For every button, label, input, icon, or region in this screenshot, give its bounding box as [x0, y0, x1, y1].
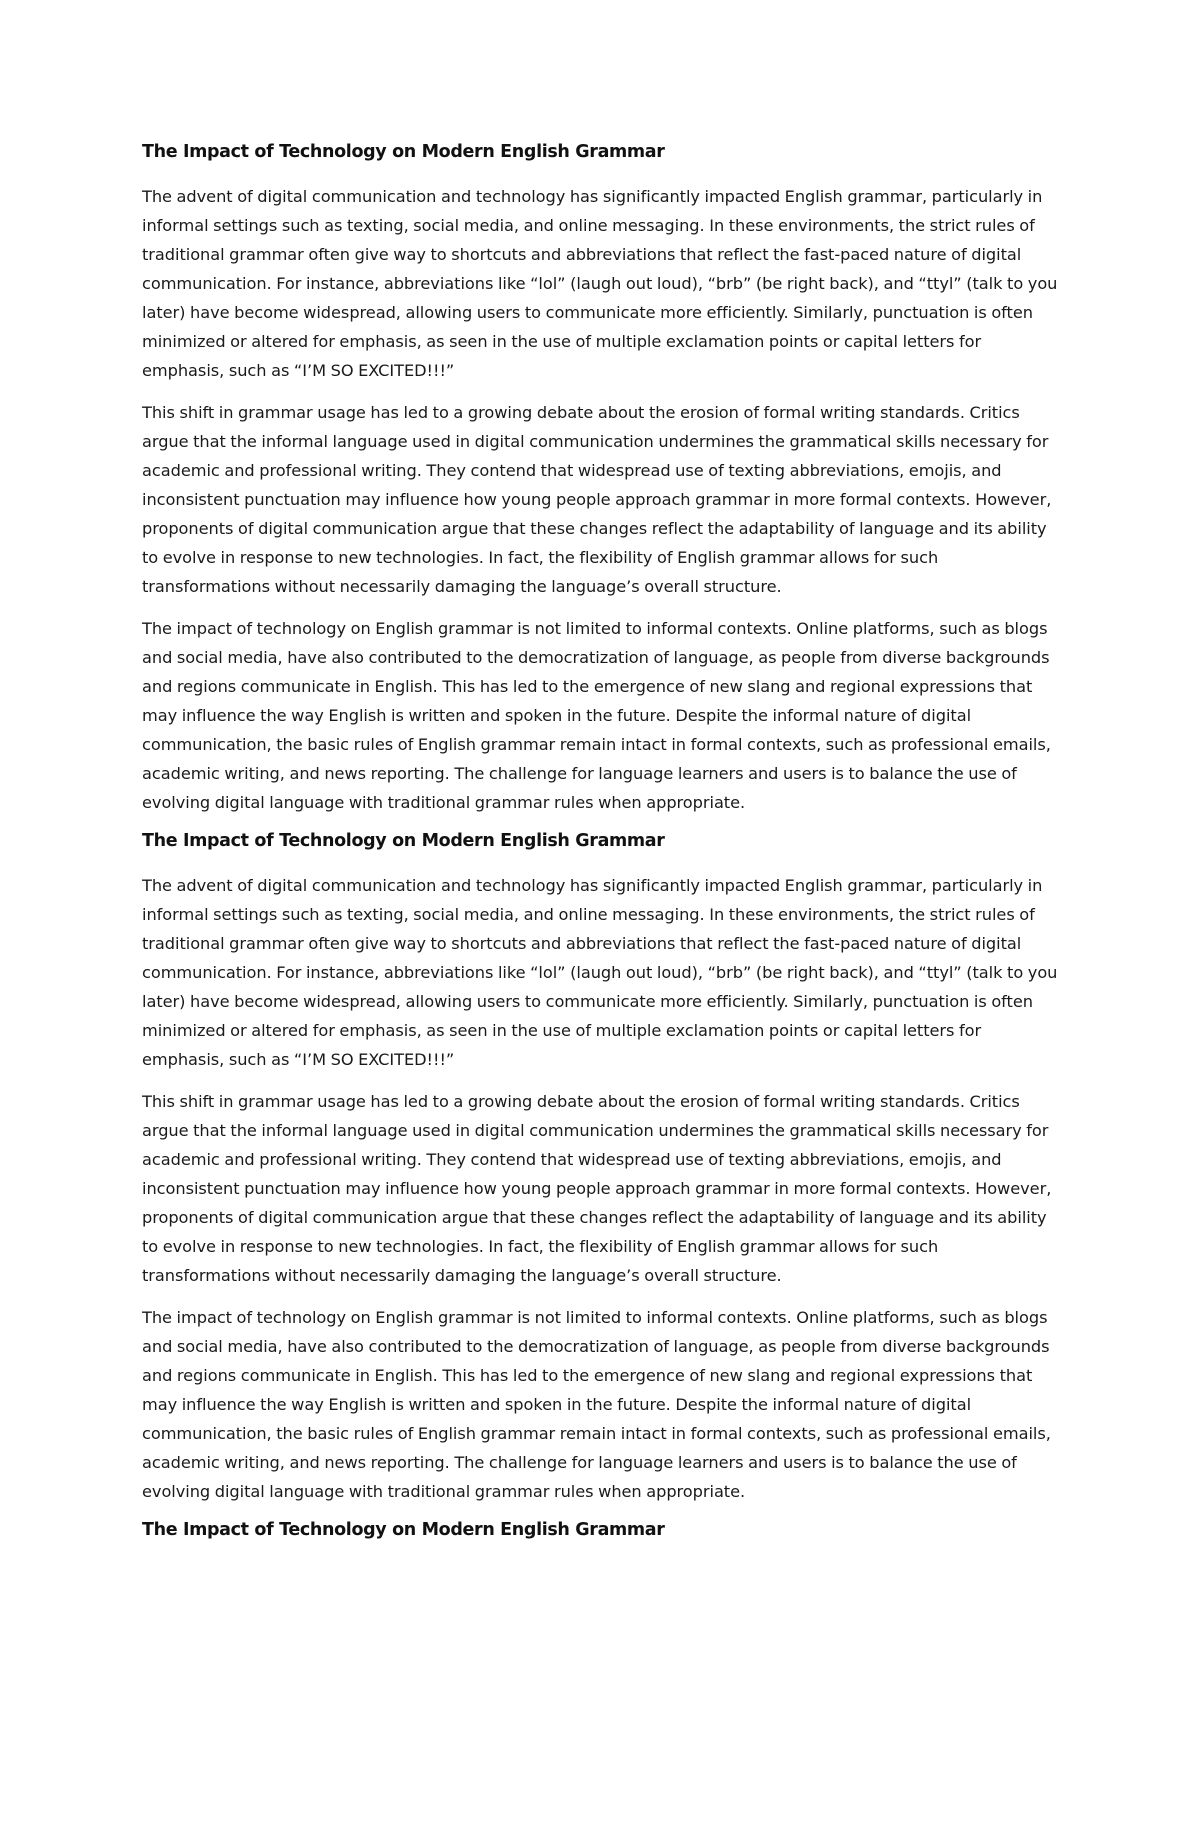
section-heading: The Impact of Technology on Modern English Grammar: [142, 1520, 665, 1540]
section-heading: The Impact of Technology on Modern English Grammar: [142, 831, 665, 851]
body-paragraph: The advent of digital communication and technology has significantly impacted English grammar, particularly in informal settings such as texting, social media, and online messaging. In these environments, the strict rules of traditional grammar often give way to shortcuts and abbreviations that reflect the fast-paced nature of digital communication. For instance, abbreviations like “lol” (laugh out loud), “brb” (be right back), and “ttyl” (talk to you later) have become widespread, allowing users to communicate more efficiently. Similarly, punctuation is often minimized or altered for emphasis, as seen in the use of multiple exclamation points or capital letters for emphasis, such as “I’M SO EXCITED!!!”: [142, 876, 1058, 1069]
document-section-3: [142, 1519, 1062, 1541]
body-paragraph: The impact of technology on English grammar is not limited to informal contexts. Online platforms, such as blogs and social media, have also contributed to the democratization of language, as people from diverse backgrounds and regions communicate in English. This has led to the emergence of new slang and regional expressions that may influence the way English is written and spoken in the future. Despite the informal nature of digital communication, the basic rules of English grammar remain intact in formal contexts, such as professional emails, academic writing, and news reporting. The challenge for language learners and users is to balance the use of evolving digital language with traditional grammar rules when appropriate.: [142, 1308, 1051, 1501]
body-paragraph: The advent of digital communication and technology has significantly impacted English grammar, particularly in informal settings such as texting, social media, and online messaging. In these environments, the strict rules of traditional grammar often give way to shortcuts and abbreviations that reflect the fast-paced nature of digital communication. For instance, abbreviations like “lol” (laugh out loud), “brb” (be right back), and “ttyl” (talk to you later) have become widespread, allowing users to communicate more efficiently. Similarly, punctuation is often minimized or altered for emphasis, as seen in the use of multiple exclamation points or capital letters for emphasis, such as “I’M SO EXCITED!!!”: [142, 187, 1058, 380]
document-section-1: [142, 141, 1062, 817]
body-paragraph: This shift in grammar usage has led to a growing debate about the erosion of formal writing standards. Critics argue that the informal language used in digital communication undermines the grammatical skills necessary for academic and professional writing. They contend that widespread use of texting abbreviations, emojis, and inconsistent punctuation may influence how young people approach grammar in more formal contexts. However, proponents of digital communication argue that these changes reflect the adaptability of language and its ability to evolve in response to new technologies. In fact, the flexibility of English grammar allows for such transformations without necessarily damaging the language’s overall structure.: [142, 1092, 1052, 1285]
document-section-2: [142, 830, 1062, 1506]
body-paragraph: The impact of technology on English grammar is not limited to informal contexts. Online platforms, such as blogs and social media, have also contributed to the democratization of language, as people from diverse backgrounds and regions communicate in English. This has led to the emergence of new slang and regional expressions that may influence the way English is written and spoken in the future. Despite the informal nature of digital communication, the basic rules of English grammar remain intact in formal contexts, such as professional emails, academic writing, and news reporting. The challenge for language learners and users is to balance the use of evolving digital language with traditional grammar rules when appropriate.: [142, 619, 1051, 812]
body-paragraph: This shift in grammar usage has led to a growing debate about the erosion of formal writing standards. Critics argue that the informal language used in digital communication undermines the grammatical skills necessary for academic and professional writing. They contend that widespread use of texting abbreviations, emojis, and inconsistent punctuation may influence how young people approach grammar in more formal contexts. However, proponents of digital communication argue that these changes reflect the adaptability of language and its ability to evolve in response to new technologies. In fact, the flexibility of English grammar allows for such transformations without necessarily damaging the language’s overall structure.: [142, 403, 1052, 596]
document-body: [142, 141, 1062, 1560]
section-heading: The Impact of Technology on Modern English Grammar: [142, 142, 665, 162]
